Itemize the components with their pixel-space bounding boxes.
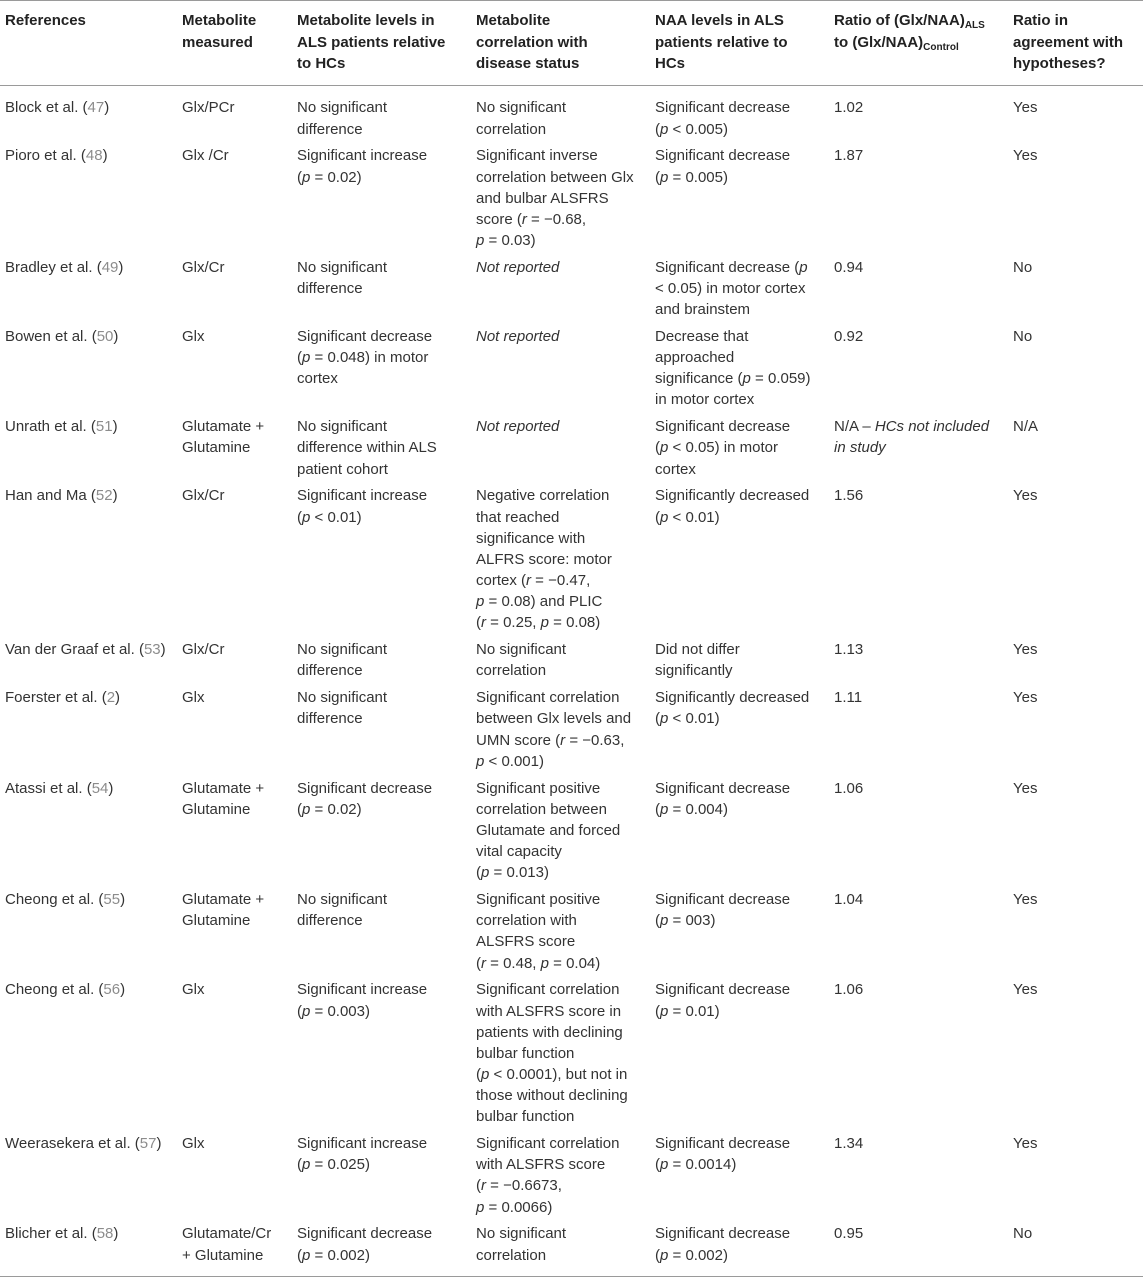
cell-metabolite-measured: Glx — [182, 328, 205, 346]
cell-metabolite-measured: Glutamate + Glutamine — [182, 418, 265, 457]
table-row — [0, 772, 1143, 883]
cell-references: Cheong et al. (55) — [5, 891, 126, 909]
cell-metabolite-measured: Glutamate + Glutamine — [182, 779, 265, 818]
table-row — [0, 480, 1143, 634]
cell-ratio-agreement: N/A — [1013, 418, 1039, 436]
cell-metabolite-levels: Significant increase (p = 0.003) — [297, 981, 428, 1020]
cell-metabolite-correlation — [471, 251, 650, 320]
reference-link[interactable]: 51 — [95, 418, 113, 436]
table-row — [0, 86, 1143, 140]
stat-symbol: p — [799, 258, 808, 276]
header-row — [0, 0, 1143, 86]
cell-ratio-agreement: No — [1008, 1218, 1143, 1277]
stat-symbol: p — [302, 1246, 311, 1264]
cell-references: Atassi et al. (54) — [5, 779, 114, 797]
cell-naa-levels: Significant decrease (p < 0.05) in motor cortex — [655, 418, 791, 478]
cell-naa-levels: Significant decrease (p = 003) — [655, 891, 791, 930]
reference-link[interactable]: 47 — [87, 99, 105, 117]
cell-metabolite-measured: Glutamate + Glutamine — [182, 891, 265, 930]
stat-symbol: p — [481, 1065, 490, 1083]
cell-metabolite-correlation: No significant correlation — [471, 1218, 650, 1277]
cell-glx-naa-ratio: 0.94 — [834, 258, 864, 276]
reference-link[interactable]: 50 — [96, 328, 114, 346]
cell-glx-naa-ratio: 1.11 — [834, 689, 863, 707]
cell-ratio-agreement: Yes — [1013, 487, 1038, 505]
cell-glx-naa-ratio: 1.06 — [834, 981, 864, 999]
stat-symbol: p — [302, 168, 311, 186]
column-header-metabolite-correlation: Metabolite correlation with disease status — [471, 0, 650, 86]
cell-metabolite-correlation: No significant correlation — [476, 99, 567, 138]
cell-metabolite-levels: No significant difference — [297, 641, 388, 680]
cell-references: Blicher et al. (58) — [0, 1218, 177, 1277]
cell-references: Pioro et al. (48) — [5, 147, 108, 165]
cell-metabolite-levels: Significant increase (p < 0.01) — [297, 487, 428, 526]
cell-naa-levels: Significant decrease (p = 0.005) — [655, 147, 791, 186]
italic-text: Not reported — [476, 328, 560, 346]
reference-link[interactable]: 57 — [139, 1135, 157, 1153]
stat-symbol: p — [660, 120, 669, 138]
table-row — [0, 883, 1143, 973]
cell-glx-naa-ratio: 0.95 — [829, 1218, 1008, 1277]
cell-metabolite-measured: Glx — [182, 689, 205, 707]
reference-link[interactable]: 53 — [143, 641, 161, 659]
stat-symbol: p — [660, 710, 669, 728]
stat-symbol: p — [476, 1198, 485, 1216]
cell-metabolite-measured: Glx — [182, 1135, 205, 1153]
cell-metabolite-levels: No significant difference — [297, 891, 388, 930]
cell-ratio-agreement: Yes — [1013, 981, 1038, 999]
column-header-references: References — [0, 0, 177, 86]
stat-symbol: p — [660, 1156, 669, 1174]
table-row — [0, 140, 1143, 251]
reference-link[interactable]: 55 — [103, 891, 121, 909]
cell-metabolite-correlation: Significant positive correlation with ALSFRS score (r = 0.48, p = 0.04) — [476, 891, 601, 972]
stat-symbol: p — [302, 349, 311, 367]
stat-symbol: r — [521, 210, 527, 228]
cell-ratio-agreement: No — [1013, 258, 1033, 276]
table-row — [0, 320, 1143, 410]
cell-naa-levels: Significant decrease (p = 0.01) — [655, 981, 791, 1020]
cell-metabolite-measured: Glx/Cr — [182, 641, 225, 659]
stat-symbol: r — [481, 1177, 486, 1195]
cell-metabolite-levels: No significant difference — [297, 99, 388, 138]
column-header-glx-naa-ratio: Ratio of $(Glx/NAA)_{ALS}$ to $(Glx/NAA)_{Control}$ — [829, 0, 1008, 86]
cell-metabolite-correlation: Negative correlation that reached significance with ALFRS score: motor cortex (r = −0.47, p = 0.08) and PLIC (r = 0.25, p = 0.08) — [476, 487, 612, 632]
cell-metabolite-correlation: No significant correlation — [476, 641, 567, 680]
cell-naa-levels: Significantly decreased (p < 0.01) — [655, 689, 810, 728]
cell-references: Block et al. (47) — [5, 99, 110, 117]
cell-glx-naa-ratio: 1.02 — [834, 99, 864, 117]
cell-metabolite-measured: Glx/Cr — [182, 487, 225, 505]
stat-symbol: p — [302, 1002, 311, 1020]
reference-link[interactable]: 49 — [101, 258, 119, 276]
table-row — [0, 1218, 1143, 1277]
column-header-ratio-agreement: Ratio in agreement with hypotheses? — [1008, 0, 1143, 86]
cell-naa-levels: Significantly decreased (p < 0.01) — [655, 487, 810, 526]
cell-metabolite-correlation: Significant correlation with ALSFRS score in patients with declining bulbar function (p < 0.0001), but not in those without declining bulbar function — [476, 981, 628, 1126]
stat-symbol: p — [660, 439, 669, 457]
cell-metabolite-correlation — [471, 411, 650, 480]
cell-metabolite-levels: Significant decrease (p = 0.002) — [292, 1218, 471, 1277]
stat-symbol: p — [540, 614, 549, 632]
stat-symbol: p — [660, 508, 669, 526]
cell-metabolite-levels: No significant difference — [297, 258, 388, 298]
table-row — [0, 1127, 1143, 1217]
table-row — [0, 634, 1143, 682]
stat-symbol: r — [481, 614, 486, 632]
reference-link[interactable]: 54 — [91, 779, 109, 797]
cell-glx-naa-ratio: N/A – HCs not included in study — [834, 418, 990, 457]
stat-symbol: p — [660, 800, 669, 818]
cell-metabolite-measured: Glx/Cr — [182, 258, 225, 276]
cell-metabolite-correlation: Significant inverse correlation between Glx and bulbar ALSFRS score (r = −0.68, p = 0.03) — [476, 147, 634, 250]
cell-metabolite-correlation — [471, 320, 650, 410]
stat-symbol: p — [302, 508, 311, 526]
italic-text: Not reported — [476, 258, 560, 276]
cell-references: Weerasekera et al. (57) — [5, 1135, 162, 1153]
cell-ratio-agreement: No — [1013, 328, 1033, 346]
stat-symbol: p — [660, 1002, 669, 1020]
cell-metabolite-correlation: Significant positive correlation between Glutamate and forced vital capacity (p = 0.013) — [476, 779, 621, 882]
stat-symbol: r — [526, 572, 532, 590]
table-body — [0, 86, 1143, 1277]
italic-text: Not reported — [476, 418, 560, 436]
cell-naa-levels: Decrease that approached significance (p = 0.059) in motor cortex — [655, 328, 811, 409]
column-header-metabolite-measured: Metabolite measured — [177, 0, 292, 86]
cell-references: Cheong et al. (56) — [5, 981, 126, 999]
reference-link[interactable]: 2 — [106, 689, 116, 707]
cell-ratio-agreement: Yes — [1013, 641, 1038, 659]
cell-ratio-agreement: Yes — [1013, 779, 1038, 797]
cell-glx-naa-ratio: 1.87 — [834, 147, 864, 165]
cell-references: Foerster et al. (2) — [5, 689, 121, 707]
column-header-metabolite-levels: Metabolite levels in ALS patients relative to HCs — [292, 0, 471, 86]
column-header-naa-levels: NAA levels in ALS patients relative to HCs — [650, 0, 829, 86]
subscript-text: Control — [923, 41, 959, 53]
stat-symbol: p — [476, 593, 485, 611]
cell-ratio-agreement: Yes — [1013, 1135, 1038, 1153]
cell-naa-levels: Significant decrease (p < 0.05) in motor cortex and brainstem — [655, 258, 808, 319]
table-row — [0, 682, 1143, 772]
stat-symbol: p — [660, 168, 669, 186]
cell-glx-naa-ratio: 1.06 — [834, 779, 864, 797]
cell-glx-naa-ratio: 1.04 — [834, 891, 864, 909]
cell-references: Bradley et al. (49) — [5, 258, 124, 276]
cell-ratio-agreement: Yes — [1013, 147, 1038, 165]
cell-metabolite-levels: Significant increase (p = 0.025) — [297, 1135, 428, 1174]
cell-glx-naa-ratio: 1.13 — [834, 641, 864, 659]
cell-glx-naa-ratio: 0.92 — [834, 328, 864, 346]
stat-symbol: p — [476, 232, 485, 250]
cell-references: Van der Graaf et al. (53) — [5, 641, 166, 659]
stat-symbol: p — [742, 370, 751, 388]
table-row — [0, 974, 1143, 1128]
cell-glx-naa-ratio: 1.56 — [834, 487, 864, 505]
stat-symbol: p — [540, 954, 549, 972]
table-row — [0, 411, 1143, 480]
cell-metabolite-correlation: Significant correlation between Glx levels and UMN score (r = −0.63, p < 0.001) — [476, 689, 632, 770]
cell-naa-levels: Significant decrease (p = 0.0014) — [655, 1135, 791, 1174]
cell-ratio-agreement: Yes — [1013, 891, 1038, 909]
stat-symbol: p — [660, 912, 669, 930]
cell-glx-naa-ratio: 1.34 — [834, 1135, 864, 1153]
stat-symbol: p — [476, 752, 485, 770]
cell-metabolite-levels: No significant difference within ALS patient cohort — [297, 418, 437, 478]
cell-naa-levels: Significant decrease (p < 0.005) — [655, 99, 791, 138]
cell-metabolite-levels: No significant difference — [297, 689, 388, 728]
cell-metabolite-levels: Significant decrease (p = 0.048) in motor cortex — [297, 328, 433, 388]
subscript-text: ALS — [964, 20, 985, 32]
cell-metabolite-measured: Glutamate/Cr + Glutamine — [177, 1218, 292, 1277]
cell-metabolite-correlation: Significant correlation with ALSFRS score (r = −0.6673, p = 0.0066) — [476, 1135, 620, 1216]
stat-symbol: p — [302, 800, 311, 818]
cell-references: Han and Ma (52) — [5, 487, 118, 505]
table-row — [0, 251, 1143, 320]
cell-metabolite-measured: Glx — [182, 981, 205, 999]
cell-references: Unrath et al. (51) — [5, 418, 118, 436]
cell-metabolite-measured: Glx /Cr — [182, 147, 229, 165]
cell-metabolite-levels: Significant decrease (p = 0.02) — [297, 779, 433, 818]
stat-symbol: r — [481, 954, 486, 972]
cell-naa-levels: Significant decrease (p = 0.002) — [650, 1218, 829, 1277]
cell-naa-levels: Did not differ significantly — [655, 641, 740, 680]
cell-metabolite-measured: Glx/PCr — [182, 99, 235, 117]
italic-text: HCs not included in study — [834, 418, 990, 457]
reference-link[interactable]: 56 — [103, 981, 121, 999]
cell-references: Bowen et al. (50) — [5, 328, 119, 346]
stat-symbol: r — [560, 731, 566, 749]
reference-link[interactable]: 52 — [95, 487, 113, 505]
reference-link[interactable]: 48 — [85, 147, 103, 165]
reference-link[interactable]: 58 — [96, 1225, 114, 1243]
stat-symbol: p — [660, 1246, 669, 1264]
table-header — [0, 0, 1143, 86]
cell-ratio-agreement: Yes — [1013, 689, 1038, 707]
cell-ratio-agreement: Yes — [1013, 99, 1038, 117]
stat-symbol: p — [481, 864, 490, 882]
cell-metabolite-levels: Significant increase (p = 0.02) — [297, 147, 428, 186]
stat-symbol: p — [302, 1156, 311, 1174]
cell-naa-levels: Significant decrease (p = 0.004) — [655, 779, 791, 818]
